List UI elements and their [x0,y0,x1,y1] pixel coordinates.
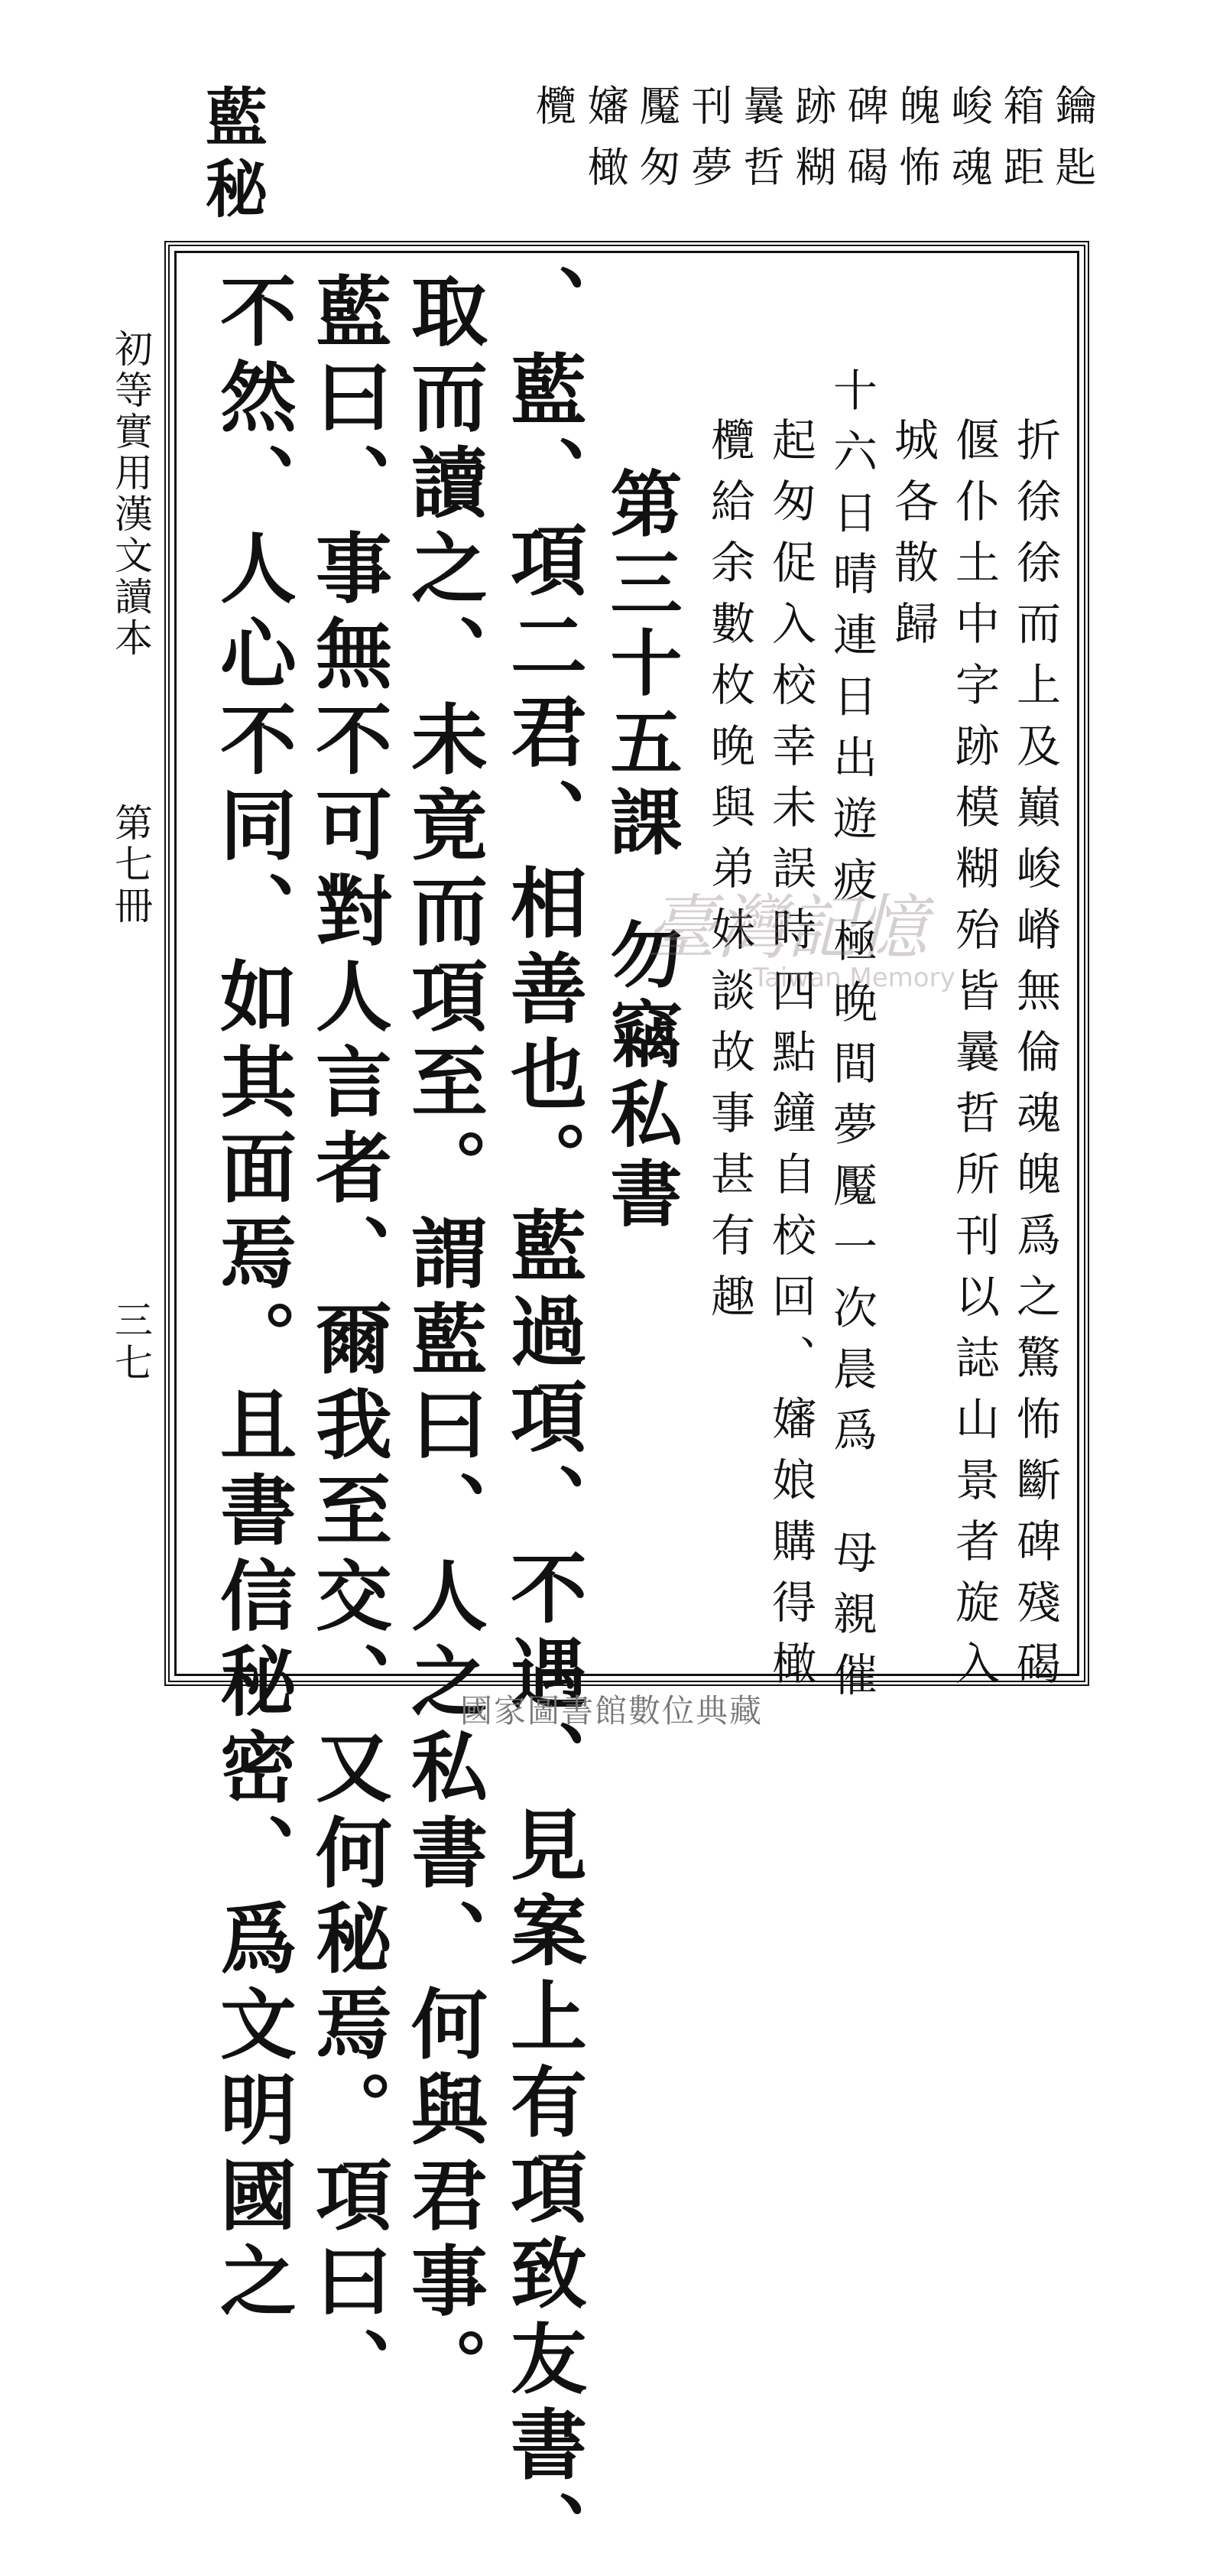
vocab-word: 箱距 [997,84,1045,206]
svg-text:臺灣記憶: 臺灣記憶 [646,887,928,969]
vocabulary-header [521,84,1097,260]
diary-line: 起匆促入校幸未誤時四點鐘自校回、嬸娘購得橄 [764,417,816,1701]
vocab-word: 魘匆 [633,84,681,206]
watermark-logo [638,879,1036,994]
vocab-word: 欖 [529,84,577,145]
body-line: 、藍、項二君、相善也。藍過項、不遇、見案上有項致友書、 [498,264,588,2576]
vocab-word: 鑰匙 [1049,84,1097,206]
vocab-word: 刊夢 [685,84,733,206]
diary-line: 偃仆土中字跡模糊殆皆曩哲所刊以誌山景者旋入 [948,417,1000,1701]
lesson-title: 第三十五課 [598,466,682,864]
vocab-word: 曩哲 [737,84,785,206]
vocab-word: 嬸橄 [581,84,629,206]
lesson-subtitle: 勿竊私書 [598,918,682,1236]
volume-label: 第七冊 [109,803,153,927]
vocab-heading: 藍秘 [195,84,268,228]
diary-line: 城各散歸 [887,417,939,661]
page-number: 三七 [109,1300,153,1385]
body-line: 取而讀之、未竟而項至。謂藍曰、人之私書、何與君事。 [398,271,488,2412]
vocab-word: 碑碣 [841,84,889,206]
body-line: 不然、人心不同、如其面焉。且書信秘密、爲文明國之 [207,271,297,2327]
body-line: 藍曰、事無不可對人言者、爾我至交、又何秘焉。項曰、 [303,271,393,2412]
diary-line: 十六日晴連日出遊疲極晚間夢魘一次晨爲 母親催 [826,367,878,1713]
diary-line: 欖給余數枚晚與弟妹談故事甚有趣 [703,417,755,1334]
vocab-word: 跡糊 [789,84,837,206]
diary-line: 折徐徐而上及巔峻嵴無倫魂魄爲之驚怖斷碑殘碣 [1009,417,1061,1701]
footer-credit: 國家圖書館數位典藏 [459,1692,763,1730]
svg-text:Taiwan Memory: Taiwan Memory [753,963,955,993]
running-title: 初等實用漢文讀本 [109,329,153,659]
vocab-word: 魄怖 [893,84,941,206]
vocab-word: 峻魂 [945,84,993,206]
